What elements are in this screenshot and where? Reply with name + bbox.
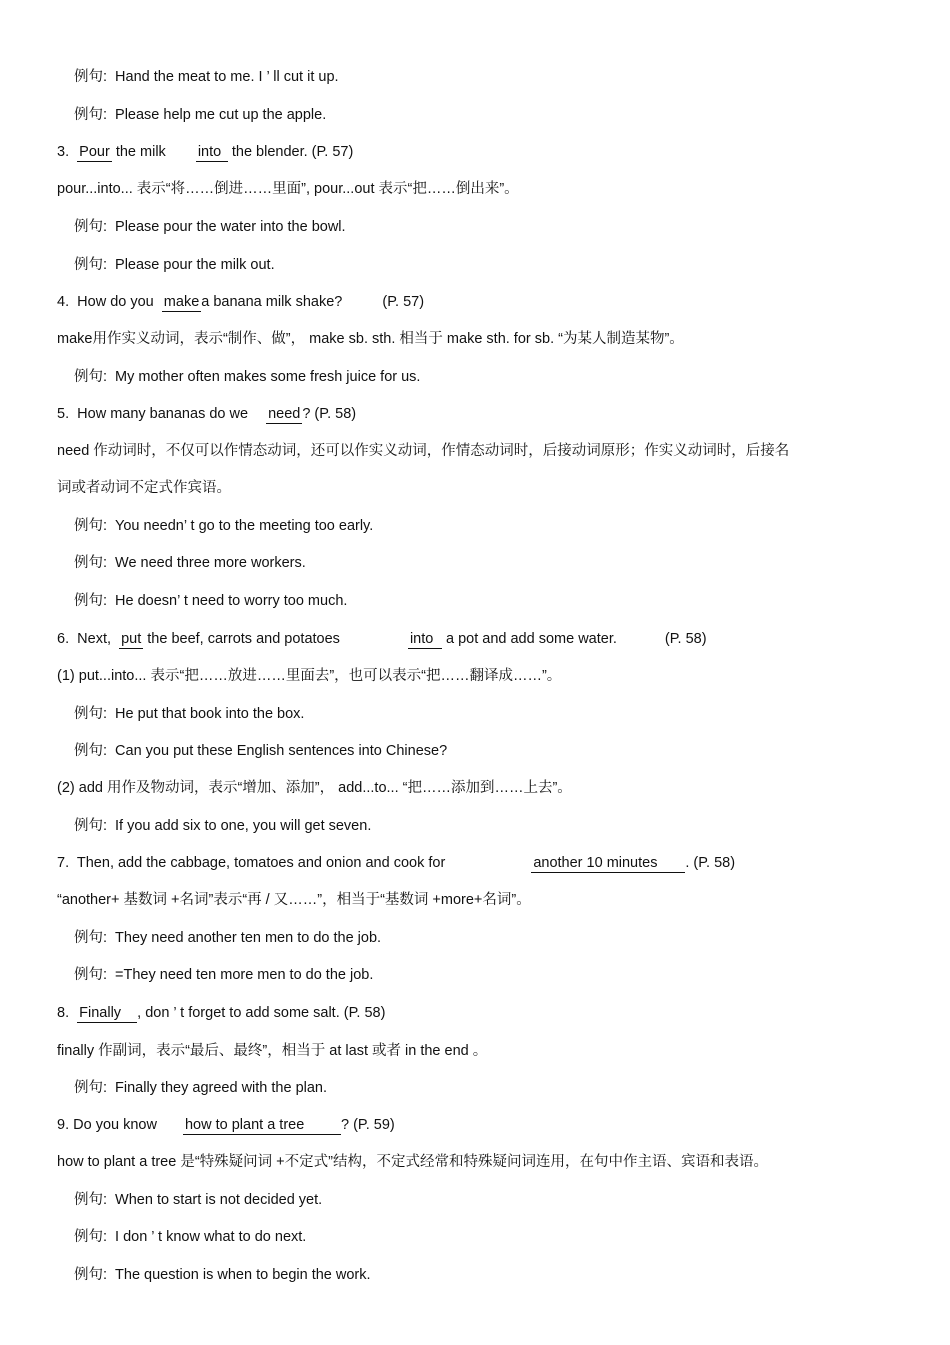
explanation-text (57, 890, 531, 910)
example-sentence (74, 965, 373, 985)
example-label: 例句: (74, 369, 108, 385)
text-segment: 3. (57, 144, 70, 160)
text-segment: =They need ten more men to do the job. (115, 967, 374, 983)
item-heading-7 (57, 853, 735, 873)
text-segment: How do you (77, 294, 154, 310)
example-sentence (74, 1227, 306, 1247)
example-label: 例句: (74, 1192, 108, 1208)
text-segment: 词或者动词不定式作宾语。 (57, 480, 231, 496)
example-label: 例句: (74, 518, 108, 534)
example-label: 例句: (74, 257, 108, 273)
text-segment: You needn’ t go to the meeting too early. (115, 518, 374, 534)
text-segment: pour...into... 表示“将……倒进……里面”, pour...out 表示“把……倒出来”。 (57, 181, 519, 197)
text-segment: How many bananas do we (77, 406, 249, 422)
text-segment: He doesn’ t need to worry too much. (115, 593, 348, 609)
item-heading-3 (57, 142, 353, 162)
text-segment: 9. (57, 1117, 70, 1133)
example-sentence (74, 928, 381, 948)
item-heading-8 (57, 1003, 385, 1023)
text-segment: When to start is not decided yet. (115, 1192, 323, 1208)
text-segment: Next, (77, 631, 111, 647)
example-sentence (74, 1190, 322, 1210)
explanation-text (57, 1041, 487, 1061)
example-sentence (74, 1265, 371, 1285)
explanation-text (57, 441, 789, 461)
explanation-text (57, 179, 519, 199)
text-segment: Please help me cut up the apple. (115, 107, 327, 123)
text-segment: 4. (57, 294, 70, 310)
text-segment: He put that book into the box. (115, 706, 305, 722)
example-label: 例句: (74, 555, 108, 571)
explanation-text (57, 666, 561, 686)
text-segment: Hand the meat to me. I ’ ll cut it up. (115, 69, 339, 85)
text-segment: 5. (57, 406, 70, 422)
text-segment: Do you know (73, 1117, 157, 1133)
text-segment: Can you put these English sentences into Chinese? (115, 743, 448, 759)
explanation-text (57, 1152, 768, 1172)
text-segment: ? (P. 59) (340, 1117, 395, 1133)
example-label: 例句: (74, 706, 108, 722)
text-segment: , don ’ t forget to add some salt. (P. 58) (137, 1005, 386, 1021)
text-segment: 7. (57, 855, 70, 871)
example-label: 例句: (74, 69, 108, 85)
text-segment: (1) put...into... 表示“把……放进……里面去”，也可以表示“把……翻译成……”。 (57, 668, 562, 684)
example-label: 例句: (74, 743, 108, 759)
text-segment: the beef, carrots and potatoes (147, 631, 340, 647)
explanation-text (57, 329, 684, 349)
answer-blank: into (196, 143, 228, 162)
text-segment: the blender. (P. 57) (231, 144, 354, 160)
answer-blank: Pour (79, 144, 110, 160)
answer-blank: need (268, 406, 301, 422)
text-segment: Finally they agreed with the plan. (115, 1080, 328, 1096)
answer-blank: another 10 minutes (531, 854, 685, 873)
item-heading-5 (57, 404, 356, 424)
explanation-text (57, 778, 572, 798)
text-segment: a pot and add some water. (445, 631, 617, 647)
answer-blank: make (163, 294, 200, 310)
example-label: 例句: (74, 930, 108, 946)
example-sentence (74, 105, 326, 125)
text-segment: They need another ten men to do the job. (115, 930, 382, 946)
text-segment: need 作动词时，不仅可以作情态动词，还可以作实义动词，作情态动词时，后接动词原形；作实义动词时，后接名 (57, 443, 790, 459)
example-label: 例句: (74, 593, 108, 609)
example-label: 例句: (74, 1080, 108, 1096)
text-segment: Please pour the milk out. (115, 257, 275, 273)
text-segment: 6. (57, 631, 70, 647)
text-segment: make用作实义动词，表示“制作、做”， make sb. sth. 相当于 make sth. for sb. “为某人制造某物”。 (57, 331, 684, 347)
item-heading-9 (57, 1115, 395, 1135)
example-sentence (74, 255, 275, 275)
text-segment: ? (P. 58) (302, 406, 357, 422)
example-label: 例句: (74, 107, 108, 123)
item-heading-4 (57, 292, 424, 312)
text-segment: (2) add 用作及物动词，表示“增加、添加”， add...to... “把……添加到……上去”。 (57, 780, 572, 796)
text-segment: 8. (57, 1005, 70, 1021)
example-label: 例句: (74, 818, 108, 834)
text-segment: “another+ 基数词 +名词”表示“再 / 又……”，相当于“基数词 +more+名词”。 (57, 892, 531, 908)
text-segment: My mother often makes some fresh juice for us. (115, 369, 421, 385)
example-label: 例句: (74, 219, 108, 235)
text-segment: finally 作副词，表示“最后、最终”，相当于 at last 或者 in the end 。 (57, 1043, 488, 1059)
example-sentence (74, 1078, 327, 1098)
example-sentence (74, 741, 447, 761)
example-sentence (74, 516, 373, 536)
example-label: 例句: (74, 1229, 108, 1245)
item-heading-6 (57, 629, 707, 649)
text-segment: If you add six to one, you will get seven. (115, 818, 372, 834)
example-label: 例句: (74, 1267, 108, 1283)
explanation-text (57, 478, 231, 498)
example-sentence (74, 816, 371, 836)
example-sentence (74, 591, 347, 611)
text-segment: Then, add the cabbage, tomatoes and onion and cook for (76, 855, 446, 871)
text-segment: The question is when to begin the work. (115, 1267, 371, 1283)
text-segment: (P. 58) (664, 631, 707, 647)
example-sentence (74, 704, 304, 724)
example-sentence (74, 67, 339, 87)
text-segment: I don ’ t know what to do next. (115, 1229, 307, 1245)
answer-blank: how to plant a tree (183, 1116, 341, 1135)
text-segment: Please pour the water into the bowl. (115, 219, 346, 235)
text-segment: how to plant a tree 是“特殊疑问词 +不定式”结构，不定式经常和特殊疑问词连用，在句中作主语、宾语和表语。 (57, 1154, 768, 1170)
example-sentence (74, 367, 420, 387)
text-segment: the milk (115, 144, 166, 160)
text-segment: a banana milk shake? (201, 294, 343, 310)
answer-blank: put (121, 631, 142, 647)
example-label: 例句: (74, 967, 108, 983)
text-segment: We need three more workers. (115, 555, 306, 571)
example-sentence (74, 217, 346, 237)
text-segment: . (P. 58) (685, 855, 736, 871)
text-segment: (P. 57) (382, 294, 425, 310)
answer-blank: into (408, 630, 442, 649)
answer-blank: Finally (77, 1004, 137, 1023)
example-sentence (74, 553, 306, 573)
